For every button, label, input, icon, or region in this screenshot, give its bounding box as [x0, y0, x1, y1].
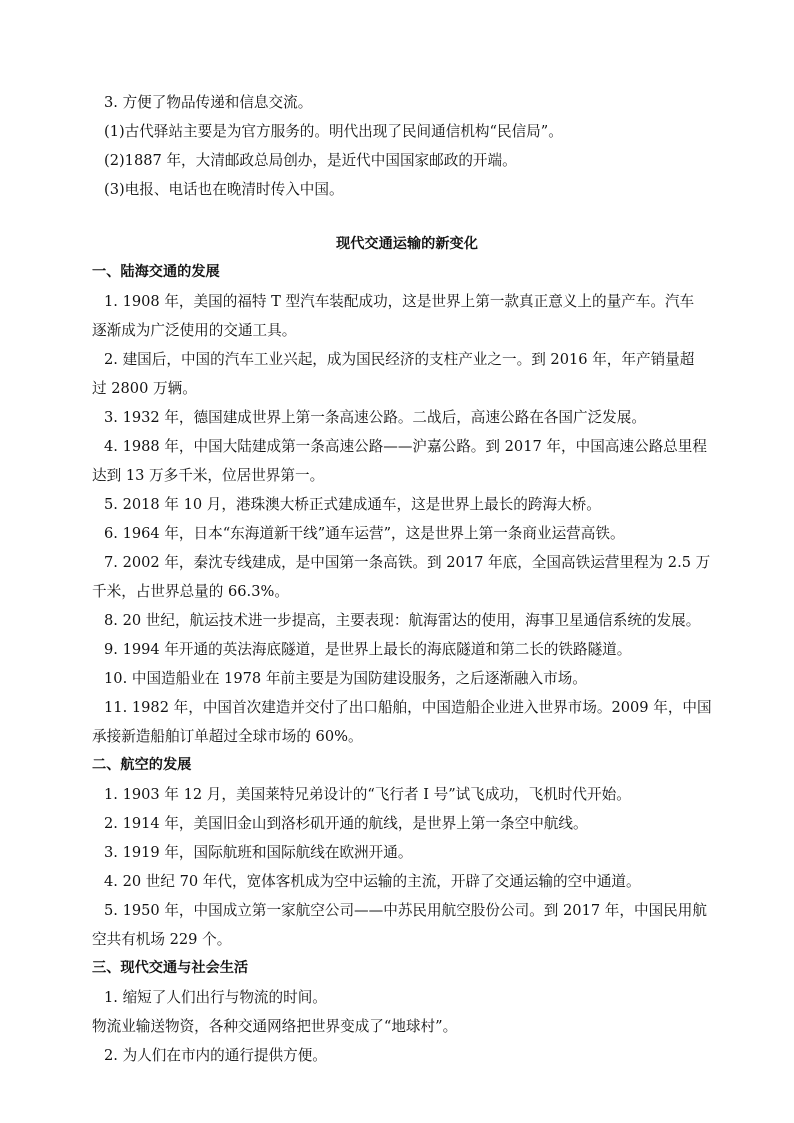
section2-item-4: 4. 20 世纪 70 年代，宽体客机成为空中运输的主流，开辟了交通运输的空中通道。 — [104, 873, 641, 890]
section1-item-3: 3. 1932 年，德国建成世界上第一条高速公路。二战后，高速公路在各国广泛发展。 — [104, 409, 646, 426]
section3-item-2: 2. 为人们在市内的通行提供方便。 — [104, 1047, 327, 1064]
section1-item-10: 10. 中国造船业在 1978 年前主要是为国防建设服务，之后逐渐融入市场。 — [104, 670, 587, 687]
intro-sub-1: (1)古代驿站主要是为官方服务的。明代出现了民间通信机构“民信局”。 — [104, 123, 563, 140]
intro-item-3: 3. 方便了物品传递和信息交流。 — [104, 94, 313, 111]
section1-item-6: 6. 1964 年，日本“东海道新干线”通车运营”，这是世界上第一条商业运营高铁。 — [104, 525, 625, 542]
section1-item-11-line1: 11. 1982 年，中国首次建造并交付了出口船舶，中国造船企业进入世界市场。2009 年，中国 — [104, 699, 712, 716]
intro-sub-3: (3)电报、电话也在晚清时传入中国。 — [104, 181, 344, 198]
section1-item-2-line1: 2. 建国后，中国的汽车工业兴起，成为国民经济的支柱产业之一。到 2016 年，年产销量超 — [104, 351, 695, 368]
section2-heading: 二、航空的发展 — [92, 757, 192, 773]
section-title: 现代交通运输的新变化 — [336, 236, 478, 252]
section2-item-5-line2: 空共有机场 229 个。 — [92, 931, 232, 948]
section2-item-1: 1. 1903 年 12 月，美国莱特兄弟设计的“飞行者 I 号”试飞成功，飞机时代开始。 — [104, 786, 631, 803]
section3-item-1: 1. 缩短了人们出行与物流的时间。 — [104, 989, 327, 1006]
section1-item-4-line2: 达到 13 万多千米，位居世界第一。 — [92, 467, 325, 484]
section3-heading: 三、现代交通与社会生活 — [92, 960, 249, 976]
section1-item-4-line1: 4. 1988 年，中国大陆建成第一条高速公路——沪嘉公路。到 2017 年，中国高速公路总里程 — [104, 438, 707, 455]
section2-item-5-line1: 5. 1950 年，中国成立第一家航空公司——中苏民用航空股份公司。到 2017 年，中国民用航 — [104, 902, 707, 919]
section1-item-2-line2: 过 2800 万辆。 — [92, 380, 197, 397]
section2-item-3: 3. 1919 年，国际航班和国际航线在欧洲开通。 — [104, 844, 413, 861]
section1-item-7-line1: 7. 2002 年，秦沈专线建成，是中国第一条高铁。到 2017 年底，全国高铁运营里程为 2.5 万 — [104, 554, 711, 571]
section1-item-11-line2: 承接新造船舶订单超过全球市场的 60%。 — [92, 728, 363, 745]
section3-item-1-detail: 物流业输送物资，各种交通网络把世界变成了“地球村”。 — [92, 1018, 458, 1035]
section1-heading: 一、陆海交通的发展 — [92, 264, 220, 280]
section1-item-9: 9. 1994 年开通的英法海底隧道，是世界上最长的海底隧道和第二长的铁路隧道。 — [104, 641, 632, 658]
section1-item-7-line2: 千米，占世界总量的 66.3%。 — [92, 583, 289, 600]
document-body — [92, 88, 722, 1070]
section1-item-8: 8. 20 世纪，航运技术进一步提高，主要表现：航海雷达的使用，海事卫星通信系统的发展。 — [104, 612, 701, 629]
section1-item-1-line1: 1. 1908 年，美国的福特 T 型汽车装配成功，这是世界上第一款真正意义上的量产车。汽车 — [104, 293, 695, 310]
intro-sub-2: (2)1887 年，大清邮政总局创办，是近代中国国家邮政的开端。 — [104, 152, 517, 169]
section1-item-5: 5. 2018 年 10 月，港珠澳大桥正式建成通车，这是世界上最长的跨海大桥。 — [104, 496, 601, 513]
section2-item-2: 2. 1914 年，美国旧金山到洛杉矶开通的航线，是世界上第一条空中航线。 — [104, 815, 588, 832]
section1-item-1-line2: 逐渐成为广泛使用的交通工具。 — [92, 322, 297, 339]
